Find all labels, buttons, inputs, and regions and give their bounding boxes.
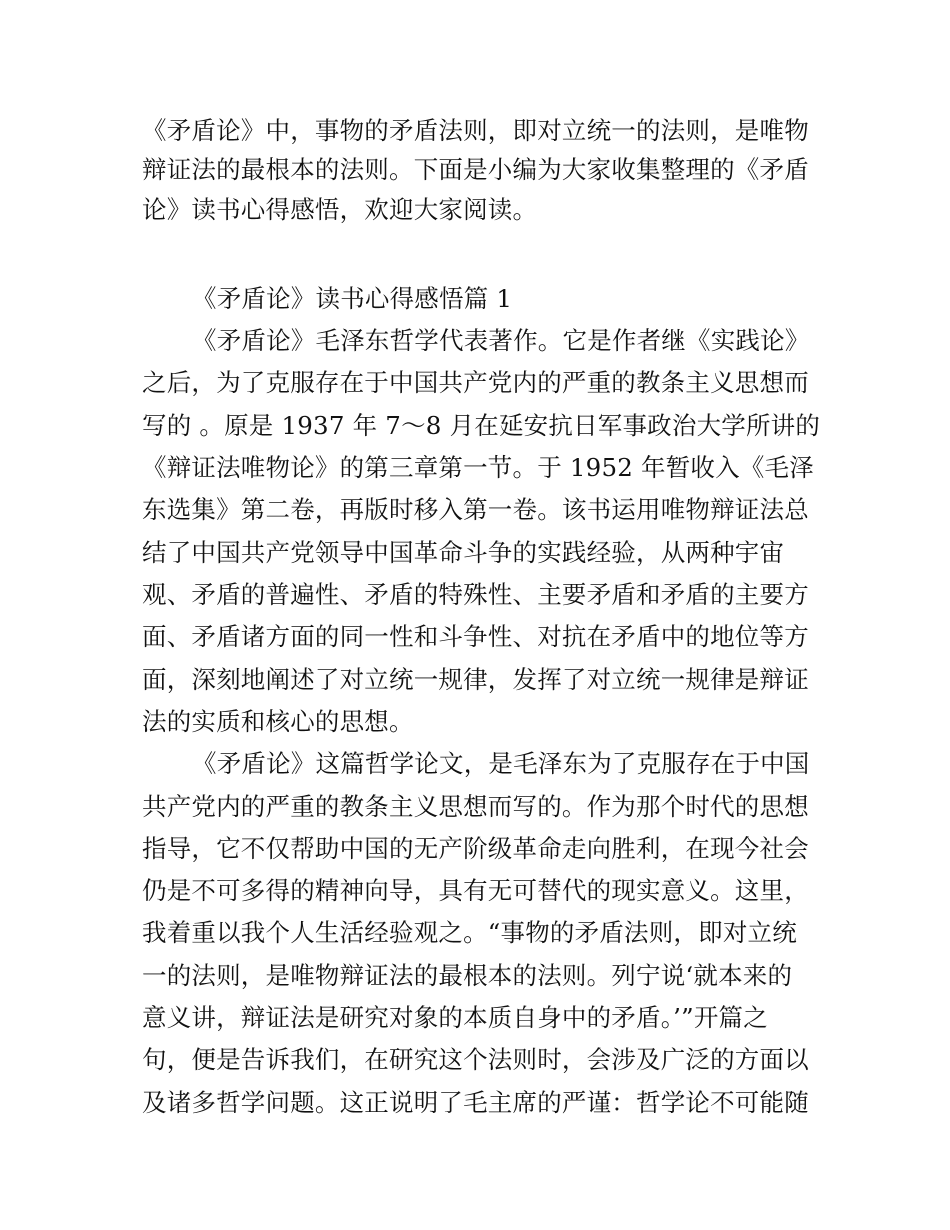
paragraph2-line-7: 意义讲，辩证法是研究对象的本质自身中的矛盾。’”开篇之	[142, 1003, 768, 1032]
intro-line-3: 论》读书心得感悟，欢迎大家阅读。	[142, 195, 538, 224]
paragraph1-line-4: 《辩证法唯物论》的第三章第一节。于 1952 年暂收入《毛泽	[142, 453, 814, 482]
paragraph1-line-7: 观、矛盾的普遍性、矛盾的特殊性、主要矛盾和矛盾的主要方	[142, 580, 809, 609]
paragraph2-line-9: 及诸多哲学问题。这正说明了毛主席的严谨：哲学论不可能随	[142, 1088, 809, 1117]
paragraph2-line-3: 指导，它不仅帮助中国的无产阶级革命走向胜利，在现今社会	[142, 834, 809, 863]
paragraph1-line-9: 面，深刻地阐述了对立统一规律，发挥了对立统一规律是辩证	[142, 665, 809, 694]
section-title: 《矛盾论》读书心得感悟篇 1	[192, 284, 513, 313]
paragraph2-line-6: 一的法则，是唯物辩证法的最根本的法则。列宁说‘就本来的	[142, 961, 793, 990]
intro-line-1: 《矛盾论》中，事物的矛盾法则，即对立统一的法则，是唯物	[142, 116, 809, 145]
paragraph2-line-4: 仍是不可多得的精神向导，具有无可替代的现实意义。这里，	[142, 876, 809, 905]
intro-line-2: 辩证法的最根本的法则。下面是小编为大家收集整理的《矛盾	[142, 155, 809, 184]
paragraph1-line-1: 《矛盾论》毛泽东哲学代表著作。它是作者继《实践论》	[192, 326, 810, 355]
paragraph1-line-3: 写的 。原是 1937 年 7～8 月在延安抗日军事政治大学所讲的	[142, 411, 821, 440]
paragraph1-line-6: 结了中国共产党领导中国革命斗争的实践经验，从两种宇宙	[142, 538, 785, 567]
paragraph2-line-8: 句，便是告诉我们，在研究这个法则时，会涉及广泛的方面以	[142, 1045, 809, 1074]
paragraph2-line-2: 共产党内的严重的教条主义思想而写的。作为那个时代的思想	[142, 792, 809, 821]
paragraph2-line-5: 我着重以我个人生活经验观之。“事物的矛盾法则，即对立统	[142, 918, 797, 947]
paragraph1-line-5: 东选集》第二卷，再版时移入第一卷。该书运用唯物辩证法总	[142, 495, 809, 524]
paragraph2-line-1: 《矛盾论》这篇哲学论文，是毛泽东为了克服存在于中国	[192, 749, 810, 778]
paragraph1-line-2: 之后，为了克服存在于中国共产党内的严重的教条主义思想而	[142, 368, 809, 397]
paragraph1-line-8: 面、矛盾诸方面的同一性和斗争性、对抗在矛盾中的地位等方	[142, 622, 809, 651]
paragraph1-line-10: 法的实质和核心的思想。	[142, 707, 414, 736]
